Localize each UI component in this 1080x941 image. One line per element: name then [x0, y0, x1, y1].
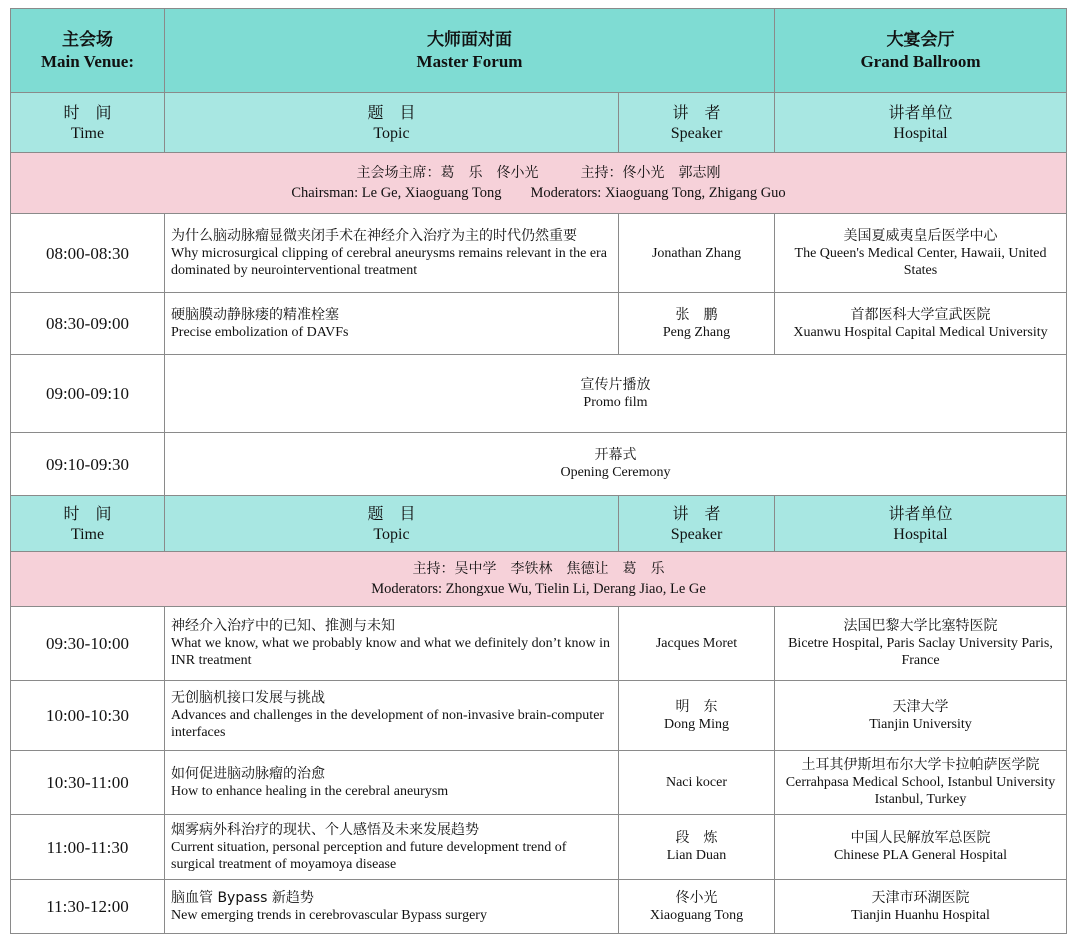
banner-right-zh: 大宴会厅 — [886, 29, 955, 50]
header-speaker — [619, 93, 775, 153]
banner-right-en: Grand Ballroom — [860, 51, 981, 71]
row-topic — [165, 607, 619, 681]
row-time: 09:10-09:30 — [11, 433, 165, 496]
promo-zh: 宣传片播放 — [580, 376, 651, 393]
opening-cell — [165, 433, 1067, 496]
banner-right — [775, 9, 1067, 93]
row-speaker — [619, 815, 775, 880]
row-time: 11:00-11:30 — [11, 815, 165, 880]
session-chair-row — [11, 153, 1067, 214]
opening-en: Opening Ceremony — [560, 465, 671, 480]
row-hospital — [775, 607, 1067, 681]
speaker-zh: 佟小光 — [675, 889, 718, 906]
header-speaker-zh: 讲 者 — [672, 503, 721, 523]
hospital-zh: 天津市环湖医院 — [871, 889, 970, 906]
schedule-sheet — [10, 8, 1066, 934]
header-topic-en: Topic — [373, 124, 410, 142]
hospital-en: Bicetre Hospital, Paris Saclay University Paris, France — [788, 636, 1053, 668]
schedule-table — [10, 8, 1067, 934]
promo-cell — [165, 355, 1067, 433]
hospital-en: Tianjin University — [869, 716, 972, 732]
hospital-zh: 天津大学 — [892, 698, 949, 715]
header-time-zh: 时 间 — [63, 102, 112, 122]
speaker-en: Dong Ming — [664, 716, 729, 732]
row-hospital — [775, 293, 1067, 355]
row-hospital — [775, 214, 1067, 293]
session1-cell — [11, 153, 1067, 214]
hospital-zh: 美国夏威夷皇后医学中心 — [843, 227, 998, 244]
table-row — [11, 214, 1067, 293]
session2-en: Moderators: Zhongxue Wu, Tielin Li, Derang Jiao, Le Ge — [371, 581, 706, 597]
topic-zh: 硬脑膜动静脉瘘的精准栓塞 — [171, 306, 339, 323]
row-speaker — [619, 681, 775, 751]
header-time-en: Time — [70, 525, 105, 543]
table-row-opening — [11, 433, 1067, 496]
topic-en: Advances and challenges in the development of non-invasive brain-computer interfaces — [171, 708, 605, 740]
header-topic — [165, 93, 619, 153]
row-hospital — [775, 681, 1067, 751]
header-speaker-zh: 讲 者 — [672, 102, 721, 122]
row-time: 10:00-10:30 — [11, 681, 165, 751]
table-row — [11, 880, 1067, 934]
row-speaker — [619, 293, 775, 355]
topic-en: Precise embolization of DAVFs — [171, 324, 349, 340]
hospital-en: The Queen's Medical Center, Hawaii, United States — [794, 245, 1047, 278]
header-topic-zh: 题 目 — [367, 102, 416, 122]
header-speaker-en: Speaker — [670, 124, 723, 142]
topic-en: New emerging trends in cerebrovascular Bypass surgery — [171, 907, 487, 923]
hospital-zh: 中国人民解放军总医院 — [850, 830, 991, 846]
header-topic-en: Topic — [373, 525, 410, 543]
header-hospital-zh: 讲者单位 — [888, 102, 953, 122]
row-hospital — [775, 880, 1067, 934]
header-hospital-en: Hospital — [893, 124, 948, 142]
row-speaker — [619, 214, 775, 293]
speaker-en: Peng Zhang — [662, 324, 731, 340]
row-hospital — [775, 751, 1067, 815]
table-row — [11, 751, 1067, 815]
table-row — [11, 681, 1067, 751]
row-time: 11:30-12:00 — [11, 880, 165, 934]
session2-cell — [11, 552, 1067, 607]
row-topic — [165, 214, 619, 293]
topic-zh: 为什么脑动脉瘤显微夹闭手术在神经介入治疗为主的时代仍然重要 — [171, 227, 577, 244]
table-row — [11, 815, 1067, 880]
venue-banner — [11, 9, 1067, 93]
promo-en: Promo film — [583, 394, 648, 410]
row-hospital — [775, 815, 1067, 880]
header-time-zh: 时 间 — [63, 503, 112, 523]
banner-left — [11, 9, 165, 93]
topic-en: Current situation, personal perception and future development trend of surgical treatment of moyamoya disease — [171, 839, 567, 872]
speaker-zh: 段 炼 — [675, 830, 718, 846]
hospital-zh: 首都医科大学宣武医院 — [850, 306, 991, 323]
hospital-zh: 土耳其伊斯坦布尔大学卡拉帕萨医学院 — [801, 757, 1040, 773]
opening-zh: 开幕式 — [594, 447, 637, 463]
row-time: 10:30-11:00 — [11, 751, 165, 815]
row-time: 08:00-08:30 — [11, 214, 165, 293]
hospital-en: Chinese PLA General Hospital — [833, 848, 1008, 863]
speaker-en: Naci kocer — [665, 775, 728, 790]
topic-zh: 无创脑机接口发展与挑战 — [171, 690, 325, 706]
speaker-en: Lian Duan — [666, 848, 727, 863]
banner-left-zh: 主会场 — [62, 29, 113, 50]
column-header — [11, 93, 1067, 153]
banner-center-zh: 大师面对面 — [427, 29, 512, 50]
speaker-en: Jacques Moret — [655, 636, 738, 651]
topic-en: Why microsurgical clipping of cerebral aneurysms remains relevant in the era dominated by neurointerventional treatment — [171, 245, 607, 278]
speaker-zh: 张 鹏 — [675, 306, 718, 323]
speaker-zh: 明 东 — [675, 698, 718, 715]
header-hospital — [775, 496, 1067, 552]
row-time: 09:30-10:00 — [11, 607, 165, 681]
row-topic — [165, 751, 619, 815]
banner-left-en: Main Venue: — [40, 51, 135, 71]
banner-center — [165, 9, 775, 93]
speaker-en: Jonathan Zhang — [651, 245, 742, 261]
column-header — [11, 496, 1067, 552]
row-speaker — [619, 751, 775, 815]
hospital-en: Xuanwu Hospital Capital Medical University — [793, 324, 1048, 340]
topic-en: How to enhance healing in the cerebral aneurysm — [171, 783, 449, 799]
session1-zh: 主会场主席：葛 乐 佟小光 主持：佟小光 郭志刚 — [356, 165, 721, 181]
row-topic — [165, 880, 619, 934]
session2-zh: 主持：吴中学 李铁林 焦德让 葛 乐 — [412, 561, 665, 577]
header-hospital — [775, 93, 1067, 153]
header-time — [11, 93, 165, 153]
topic-en: What we know, what we probably know and what we definitely don’t know in INR treatment — [171, 636, 610, 668]
row-topic — [165, 293, 619, 355]
header-speaker — [619, 496, 775, 552]
session1-en: Chairsman: Le Ge, Xiaoguang Tong Moderators: Xiaoguang Tong, Zhigang Guo — [291, 185, 786, 201]
header-topic-zh: 题 目 — [367, 503, 416, 523]
row-time: 08:30-09:00 — [11, 293, 165, 355]
row-speaker — [619, 607, 775, 681]
banner-center-en: Master Forum — [416, 51, 523, 71]
speaker-en: Xiaoguang Tong — [649, 907, 744, 923]
topic-zh: 烟雾病外科治疗的现状、个人感悟及未来发展趋势 — [171, 821, 479, 838]
header-speaker-en: Speaker — [670, 525, 723, 543]
header-time-en: Time — [70, 124, 105, 142]
table-row-promo — [11, 355, 1067, 433]
header-time — [11, 496, 165, 552]
header-hospital-zh: 讲者单位 — [888, 503, 953, 523]
session-moderator-row — [11, 552, 1067, 607]
row-speaker — [619, 880, 775, 934]
table-row — [11, 607, 1067, 681]
hospital-zh: 法国巴黎大学比塞特医院 — [843, 618, 998, 634]
header-hospital-en: Hospital — [893, 525, 948, 543]
hospital-en: Tianjin Huanhu Hospital — [851, 907, 990, 923]
row-topic — [165, 815, 619, 880]
topic-zh: 脑血管 Bypass 新趋势 — [171, 889, 314, 906]
hospital-en: Cerrahpasa Medical School, Istanbul University Istanbul, Turkey — [785, 775, 1056, 807]
row-time: 09:00-09:10 — [11, 355, 165, 433]
topic-zh: 如何促进脑动脉瘤的治愈 — [171, 765, 325, 782]
row-topic — [165, 681, 619, 751]
table-row — [11, 293, 1067, 355]
header-topic — [165, 496, 619, 552]
topic-zh: 神经介入治疗中的已知、推测与未知 — [171, 618, 395, 634]
